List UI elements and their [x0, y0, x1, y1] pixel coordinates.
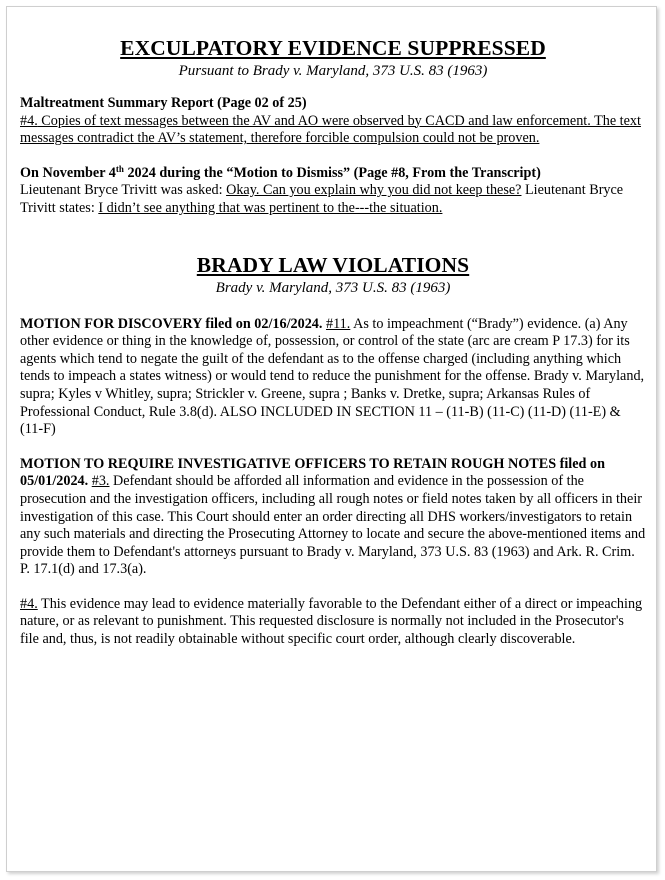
transcript-answer: I didn’t see anything that was pertinent to the---the situation.: [98, 199, 443, 216]
transcript-paragraph: [20, 165, 646, 218]
discovery-paragraph: [20, 316, 646, 439]
section-title-exculpatory: EXCULPATORY EVIDENCE SUPPRESSED: [120, 36, 546, 60]
transcript-heading: [20, 165, 541, 181]
report-item-text: Copies of text messages between the AV and AO were observed by CACD and law enforcement. The text messages contradict the AV’s statement, therefore forcible compulsion could not be proven.: [20, 112, 641, 147]
section-subtitle-brady: Brady v. Maryland, 373 U.S. 83 (1963): [215, 279, 451, 296]
evidence-number: #4.: [20, 595, 38, 612]
report-paragraph: [20, 95, 646, 148]
transcript-heading-rest: 2024 during the “Motion to Dismiss” (Page #8, From the Transcript): [123, 164, 541, 181]
rough-notes-heading: MOTION TO REQUIRE INVESTIGATIVE OFFICERS TO RETAIN ROUGH NOTES filed on 05/01/2024.: [20, 455, 605, 490]
transcript-heading-ordinal: th: [115, 163, 124, 174]
evidence-text: This evidence may lead to evidence materially favorable to the Defendant either of a direct or impeaching nature, or as relevant to punishment. This requested disclosure is normally not included in the Prosecutor's file and, thus, is not readily obtainable without specific court order, although clearly discoverable.: [20, 595, 643, 648]
report-item-number: #4.: [20, 112, 38, 129]
section-subtitle-exculpatory: Pursuant to Brady v. Maryland, 373 U.S. 83 (1963): [178, 63, 488, 79]
document-page: [6, 6, 657, 872]
discovery-number: #11.: [326, 315, 351, 332]
transcript-heading-date: On November 4: [20, 164, 116, 181]
rough-notes-text: Defendant should be afforded all information and evidence in the possession of the prosecution and the investigation officers, including all rough notes or field notes taken by all officers in their investigation of this case. This Court should enter an order directing all DHS workers/investigators to retain any such materials and directing the Prosecuting Attorney to locate and secure the above-mentioned items and provide them to Defendant's attorneys pursuant to Brady v. Maryland, 373 U.S. 83 (1963) and Ark. R. Crim. P. 17.1(d) and 17.3(a).: [20, 473, 646, 578]
transcript-text-states: Lieutenant Bryce Trivitt states:: [20, 182, 624, 216]
transcript-question: Okay. Can you explain why you did not keep these?: [226, 182, 522, 199]
rough-notes-paragraph: [20, 456, 646, 579]
rough-notes-number: #3.: [91, 473, 110, 490]
section-title-brady: BRADY LAW VIOLATIONS: [196, 252, 470, 277]
discovery-text: As to impeachment (“Brady”) evidence. (a) Any other evidence or thing in the knowledge of, possession, or control of the state (arc are cream P 17.3) for its agents which tend to negate the guilt of the defendant as to the offense charged (including anything which tends to impeach a states witness) or would tend to reduce the punishment for the offense. Brady v. Maryland, supra; Kyles v Whitley, supra; Strickler v. Greene, supra ; Banks v. Dretke, supra; Arkansas Rules of Professional Conduct, Rule 3.8(d). ALSO INCLUDED IN SECTION 11 – (11-B) (11-C) (11-D) (11-E) & (11-F): [20, 315, 645, 438]
discovery-heading: MOTION FOR DISCOVERY filed on 02/16/2024.: [20, 315, 323, 332]
transcript-text-asked: Lieutenant Bryce Trivitt was asked:: [20, 182, 227, 199]
report-heading: Maltreatment Summary Report (Page 02 of 25): [20, 95, 307, 111]
evidence-paragraph: [20, 596, 646, 649]
document-content: [20, 35, 646, 649]
